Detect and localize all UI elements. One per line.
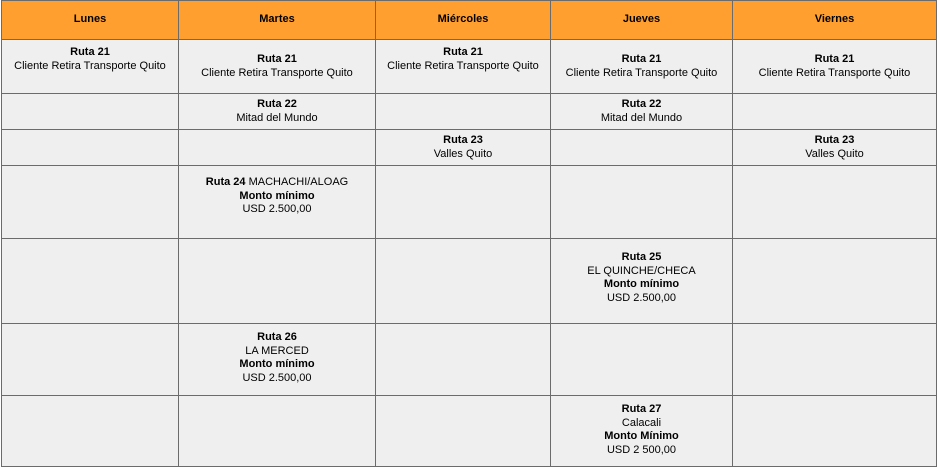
cell-martes bbox=[179, 396, 376, 467]
cell-viernes bbox=[733, 94, 937, 130]
route-description: MACHACHI/ALOAG bbox=[245, 176, 349, 188]
cell-martes bbox=[179, 324, 376, 396]
minimum-amount-label: Monto mínimo bbox=[239, 189, 315, 202]
header-jueves: Jueves bbox=[551, 1, 733, 40]
table-row bbox=[2, 130, 937, 166]
cell-miercoles bbox=[376, 396, 551, 467]
cell-miercoles bbox=[376, 324, 551, 396]
route-description: Calacali bbox=[621, 416, 662, 429]
route-name: Ruta 21 bbox=[621, 52, 662, 65]
cell-martes bbox=[179, 239, 376, 324]
cell-lunes bbox=[2, 239, 179, 324]
cell-jueves bbox=[551, 130, 733, 166]
cell-jueves bbox=[551, 40, 733, 94]
table-row bbox=[2, 324, 937, 396]
route-name: Ruta 26 bbox=[257, 331, 297, 343]
table-row bbox=[2, 239, 937, 324]
cell-viernes bbox=[733, 40, 937, 94]
route-description: Cliente Retira Transporte Quito bbox=[565, 66, 718, 79]
cell-miercoles bbox=[376, 239, 551, 324]
cell-miercoles bbox=[376, 94, 551, 130]
cell-jueves bbox=[551, 166, 733, 239]
route-name: Ruta 24 bbox=[205, 176, 246, 188]
route-schedule-table bbox=[1, 0, 937, 467]
cell-lunes bbox=[2, 166, 179, 239]
table-row bbox=[2, 396, 937, 467]
cell-viernes bbox=[733, 324, 937, 396]
minimum-amount-value: USD 2 500,00 bbox=[606, 443, 677, 456]
cell-viernes bbox=[733, 239, 937, 324]
table-row bbox=[2, 40, 937, 94]
route-name: Ruta 21 bbox=[443, 46, 483, 58]
cell-viernes bbox=[733, 130, 937, 166]
table-row bbox=[2, 94, 937, 130]
cell-lunes bbox=[2, 396, 179, 467]
minimum-amount-value: USD 2.500,00 bbox=[606, 291, 677, 304]
minimum-amount-label: Monto mínimo bbox=[603, 278, 680, 291]
route-description: Mitad del Mundo bbox=[236, 111, 318, 124]
route-heading bbox=[181, 176, 373, 190]
cell-lunes bbox=[2, 324, 179, 396]
header-row bbox=[2, 1, 937, 40]
minimum-amount-label: Monto Mínimo bbox=[604, 430, 679, 443]
cell-martes bbox=[179, 94, 376, 130]
cell-jueves bbox=[551, 396, 733, 467]
cell-miercoles bbox=[376, 40, 551, 94]
route-name: Ruta 25 bbox=[621, 251, 662, 263]
route-description: EL QUINCHE/CHECA bbox=[587, 264, 696, 277]
route-name: Ruta 21 bbox=[70, 46, 110, 58]
header-viernes: Viernes bbox=[733, 1, 937, 40]
header-lunes: Lunes bbox=[2, 1, 179, 40]
route-name: Ruta 22 bbox=[257, 97, 297, 110]
cell-jueves bbox=[551, 239, 733, 324]
route-name: Ruta 27 bbox=[621, 403, 662, 415]
route-description: LA MERCED bbox=[245, 344, 309, 357]
cell-lunes bbox=[2, 94, 179, 130]
route-description: Mitad del Mundo bbox=[600, 111, 683, 124]
cell-viernes bbox=[733, 166, 937, 239]
cell-lunes bbox=[2, 130, 179, 166]
cell-miercoles bbox=[376, 130, 551, 166]
cell-jueves bbox=[551, 324, 733, 396]
minimum-amount-value: USD 2.500,00 bbox=[242, 371, 312, 384]
minimum-amount-value: USD 2.500,00 bbox=[242, 203, 312, 216]
route-description: Cliente Retira Transporte Quito bbox=[758, 66, 911, 79]
cell-jueves bbox=[551, 94, 733, 130]
route-name: Ruta 21 bbox=[814, 52, 855, 65]
route-name: Ruta 22 bbox=[621, 97, 662, 110]
header-miercoles: Miércoles bbox=[376, 1, 551, 40]
route-description: Cliente Retira Transporte Quito bbox=[14, 59, 166, 72]
table-row bbox=[2, 166, 937, 239]
route-name: Ruta 21 bbox=[257, 52, 297, 65]
cell-lunes bbox=[2, 40, 179, 94]
cell-martes bbox=[179, 166, 376, 239]
minimum-amount-label: Monto mínimo bbox=[239, 358, 315, 371]
route-description: Cliente Retira Transporte Quito bbox=[201, 66, 353, 79]
route-description: Valles Quito bbox=[433, 147, 493, 160]
route-description: Valles Quito bbox=[805, 147, 864, 160]
header-martes: Martes bbox=[179, 1, 376, 40]
route-name: Ruta 23 bbox=[443, 133, 483, 146]
cell-martes bbox=[179, 40, 376, 94]
cell-viernes bbox=[733, 396, 937, 467]
cell-miercoles bbox=[376, 166, 551, 239]
route-name: Ruta 23 bbox=[814, 133, 855, 146]
cell-martes bbox=[179, 130, 376, 166]
route-description: Cliente Retira Transporte Quito bbox=[387, 59, 539, 72]
